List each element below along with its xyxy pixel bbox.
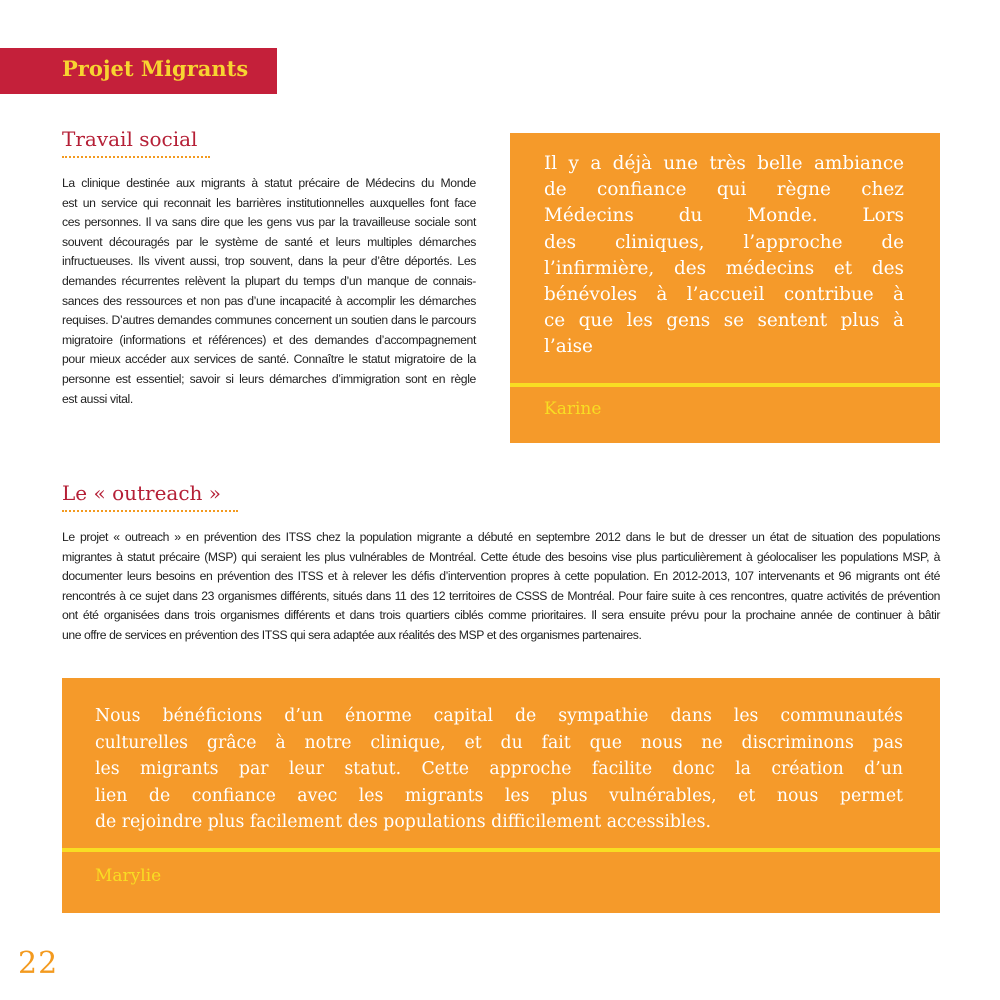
quote-box-karine [510,133,940,443]
paragraph-line: documenter leurs besoins en prévention des ITSS et à relever les défis d’intervention propres à cette population. En 2012-2013, 107 intervenants et 96 migrants ont été [62,569,940,584]
header-bar [0,48,277,94]
heading-underline [62,156,210,158]
paragraph-line: La clinique destinée aux migrants à statut précaire de Médecins du Monde [62,176,476,190]
quote-line: Médecins du Monde. Lors [544,205,904,227]
quote-line: Nous bénéficions d’un énorme capital de sympathie dans les communautés [95,706,903,726]
quote-line: l’aise [544,336,593,358]
paragraph-line: ces personnes. Il va sans dire que les gens vus par la travailleuse sociale sont [62,215,476,230]
quote-line: culturelles grâce à notre clinique, et du fait que nous ne discriminons pas [95,732,903,753]
paragraph-line: requises. D’autres demandes communes concernent un soutien dans le parcours [62,313,476,328]
paragraph-line: infructueuses. Ils vivent aussi, trop souvent, dans la peur d’être déportés. Les [62,254,476,269]
paragraph-line: rencontrés à ce sujet dans 23 organismes différents, situés dans 11 des 12 territoires de CSSS de Montréal. Pour faire suite à ces rencontres, quatre activités de prévention [62,588,940,603]
quote-divider [510,383,940,387]
section-heading-travail-social: Travail social [62,127,198,151]
quote-author-marylie: Marylie [95,866,162,886]
paragraph-line: migratoire (informations et références) et des demandes d’accompagnement [62,332,476,347]
page-title: Projet Migrants [62,56,249,81]
paragraph-line: personne est essentiel; savoir si leurs démarches d’immigration sont en règle [62,371,476,386]
paragraph-line: sances des ressources et non pas d’une incapacité à accomplir les démarches [62,293,476,308]
quote-line: ce que les gens se sentent plus à [544,310,904,332]
quote-line: lien de confiance avec les migrants les plus vulnérables, et nous permet [95,785,903,806]
paragraph-line: Le projet « outreach » en prévention des ITSS chez la population migrante a débuté en septembre 2012 dans le but de dresser un état de situation des populations [62,530,940,544]
paragraph-line: demandes récurrentes relèvent la plupart du temps d’un manque de connais- [62,273,476,288]
paragraph-line: migrantes à statut précaire (MSP) qui seraient les plus vulnérables de Montréal. Cette étude des besoins vise plus particulièrement à géolocaliser les populations MSP, à [62,549,940,564]
travail-social-body [62,174,476,409]
quote-author-karine: Karine [544,399,602,419]
quote-line: l’infirmière, des médecins et des [544,257,904,279]
paragraph-line: souvent découragés par le système de santé et leurs multiples démarches [62,234,476,249]
quote-line: des cliniques, l’approche de [544,231,904,253]
quote-line: bénévoles à l’accueil contribue à [544,284,904,306]
quote-line: de confiance qui règne chez [544,179,904,201]
quote-divider [62,848,940,852]
heading-underline [62,510,238,512]
quote-line: Il y a déjà une très belle ambiance [544,153,904,174]
quote-line: les migrants par leur statut. Cette approche facilite donc la création d’un [95,759,903,780]
quote-line: de rejoindre plus facilement des populations difficilement accessibles. [95,812,712,833]
quote-text-karine [544,151,904,361]
page-number: 22 [18,946,59,981]
paragraph-line: est aussi vital. [62,391,133,406]
quote-box-marylie [62,678,940,913]
outreach-body [62,528,940,646]
paragraph-line: ont été organisées dans trois organismes différents et dans trois quartiers ciblés comme prioritaires. Il sera ensuite prévu pour la prochaine année de continuer à bâtir [62,608,940,623]
paragraph-line: pour mieux accéder aux services de santé. Connaître le statut migratoire de la [62,352,476,367]
quote-text-marylie [95,703,903,836]
paragraph-line: est un service qui reconnait les barrières institutionnelles auxquelles font face [62,195,476,210]
section-heading-outreach: Le « outreach » [62,481,222,505]
paragraph-line: une offre de services en prévention des ITSS qui sera adaptée aux réalités des MSP et des organismes partenaires. [62,627,642,642]
